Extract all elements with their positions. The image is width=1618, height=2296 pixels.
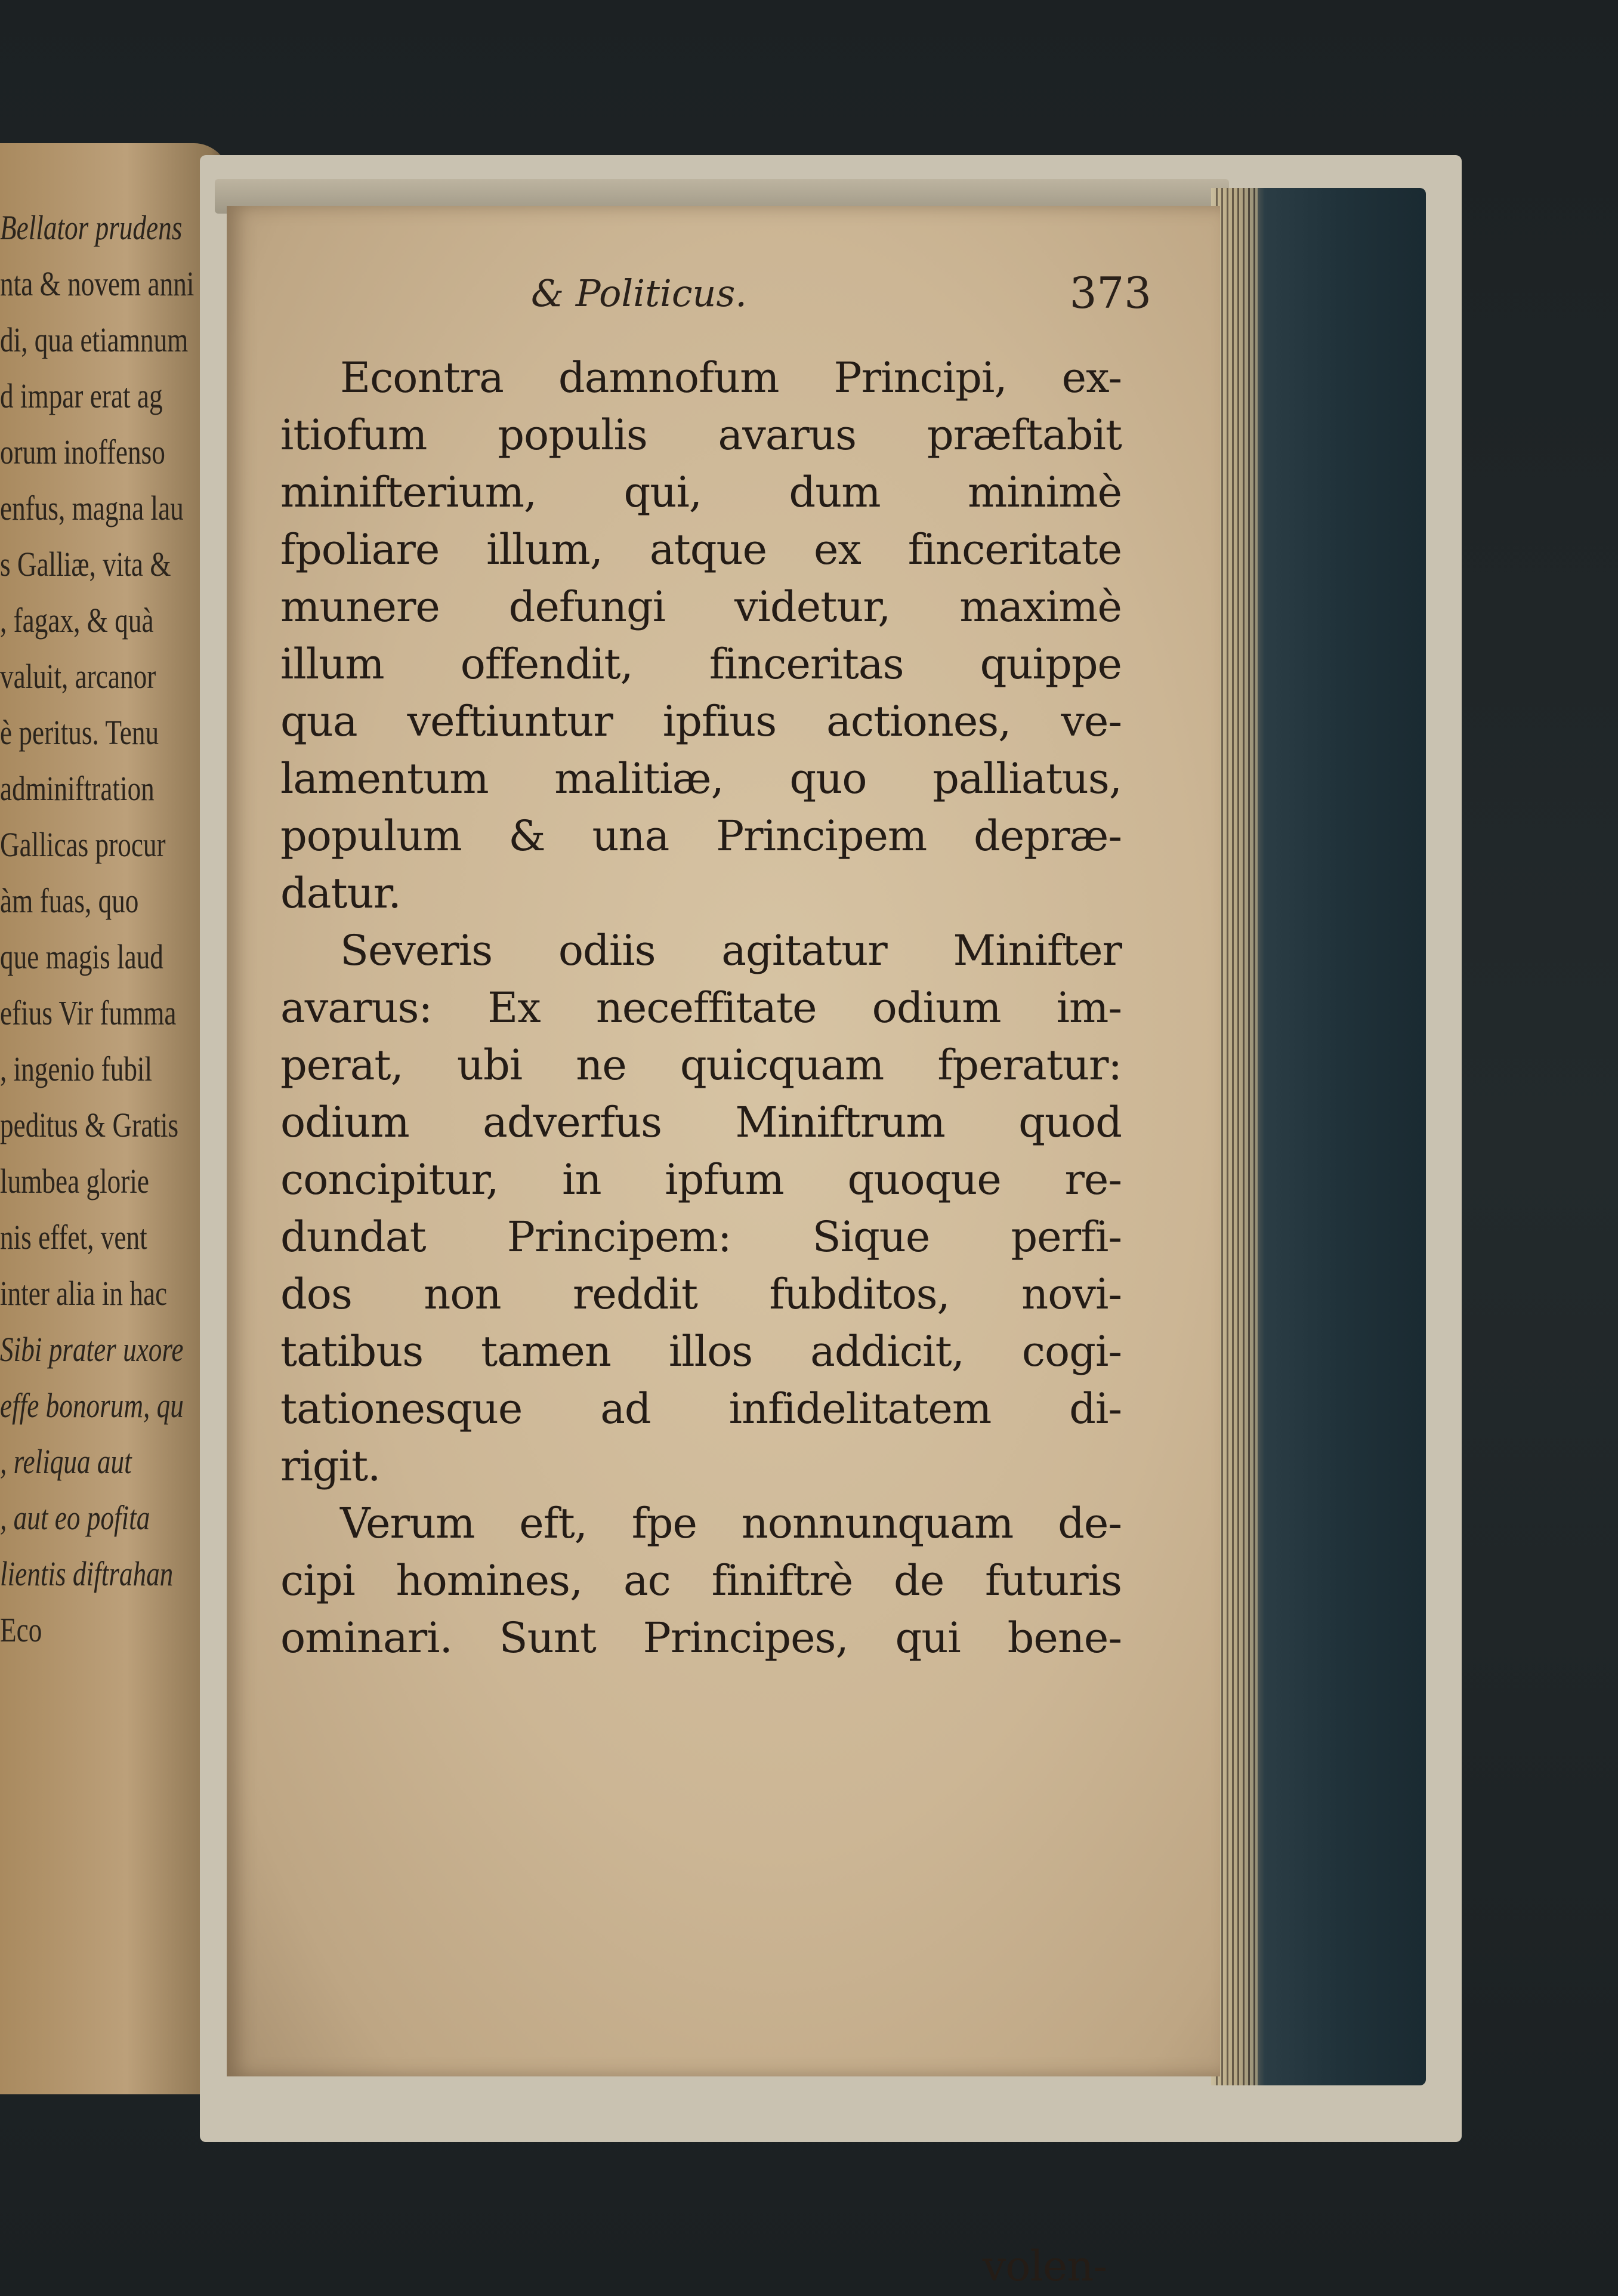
left-page-line: , fagax, & quà — [0, 601, 154, 640]
left-page-line: orum inoffenso — [0, 433, 165, 471]
text-line: dos non reddit fubditos, novi- — [280, 1270, 1122, 1319]
page-edges — [1216, 188, 1258, 2085]
text-line: munere defungi videtur, maximè — [280, 582, 1122, 631]
text-line: tatibus tamen illos addicit, cogi- — [280, 1327, 1122, 1376]
left-page-line: lumbea glorie — [0, 1162, 150, 1201]
left-page-line: enfus, magna lau — [0, 489, 184, 527]
text-line: ominari. Sunt Principes, qui bene- — [280, 1613, 1122, 1662]
left-page-line: , reliqua aut — [0, 1442, 132, 1481]
left-page-line: effe bonorum, qu — [0, 1386, 184, 1425]
text-line: fpoliare illum, atque ex finceritate — [280, 525, 1122, 574]
text-line: minifterium, qui, dum minimè — [280, 468, 1122, 517]
text-line: cipi homines, ac finiftrè de futuris — [280, 1556, 1122, 1605]
catchword: volen- — [982, 2242, 1107, 2291]
left-page-line: peditus & Gratis — [0, 1106, 179, 1144]
left-page-line: valuit, arcanor — [0, 657, 156, 696]
left-page-line: è peritus. Tenu — [0, 713, 159, 752]
left-page-line: Eco — [0, 1610, 42, 1649]
text-line: populum & una Principem depræ- — [280, 811, 1122, 860]
text-line: tationesque ad infidelitatem di- — [280, 1384, 1122, 1433]
text-line: dundat Principem: Sique perfi- — [280, 1212, 1122, 1261]
running-title: & Politicus. — [531, 271, 748, 315]
fore-edge — [1211, 188, 1426, 2085]
page-number: 373 — [1069, 268, 1151, 318]
left-page-line: Sibi prater uxore — [0, 1330, 184, 1369]
left-page-line: nis effet, vent — [0, 1218, 147, 1257]
text-line: rigit. — [280, 1442, 381, 1490]
text-line: concipitur, in ipfum quoque re- — [280, 1155, 1122, 1204]
text-line: perat, ubi ne quicquam fperatur: — [280, 1041, 1122, 1090]
left-page-line: efius Vir fumma — [0, 993, 177, 1032]
text-line: datur. — [280, 869, 401, 918]
running-head — [310, 268, 1151, 337]
left-page-line: que magis laud — [0, 937, 163, 976]
text-line: odium adverfus Miniftrum quod — [280, 1098, 1122, 1147]
left-page-line: s Galliæ, vita & — [0, 545, 171, 584]
text-line: Verum eft, fpe nonnunquam de- — [340, 1499, 1122, 1548]
left-page-line: adminiftration — [0, 769, 155, 808]
left-page-text — [0, 200, 194, 1658]
text-line: illum offendit, finceritas quippe — [280, 640, 1122, 689]
text-line: avarus: Ex neceffitate odium im- — [280, 983, 1122, 1032]
left-page-line: inter alia in hac — [0, 1274, 168, 1313]
text-line: qua veftiuntur ipfius actiones, ve- — [280, 697, 1122, 746]
body-text — [280, 349, 1122, 2291]
left-page-line: d impar erat ag — [0, 377, 163, 415]
left-page-line: Gallicas procur — [0, 825, 166, 864]
left-page-line: nta & novem anni — [0, 264, 194, 303]
left-page-line: àm fuas, quo — [0, 881, 139, 920]
left-page-line: , ingenio fubil — [0, 1050, 153, 1088]
text-line: itiofum populis avarus præftabit — [280, 411, 1122, 459]
left-page-line: lientis diftrahan — [0, 1554, 174, 1593]
text-line: lamentum malitiæ, quo palliatus, — [280, 754, 1122, 803]
left-page-line: Bellator prudens — [0, 208, 183, 247]
left-page-line: di, qua etiamnum — [0, 320, 189, 359]
text-line: Econtra damnofum Principi, ex- — [340, 353, 1122, 402]
left-page-line: , aut eo pofita — [0, 1498, 150, 1537]
left-page-fragment — [0, 143, 230, 2094]
text-line: Severis odiis agitatur Minifter — [340, 926, 1122, 975]
